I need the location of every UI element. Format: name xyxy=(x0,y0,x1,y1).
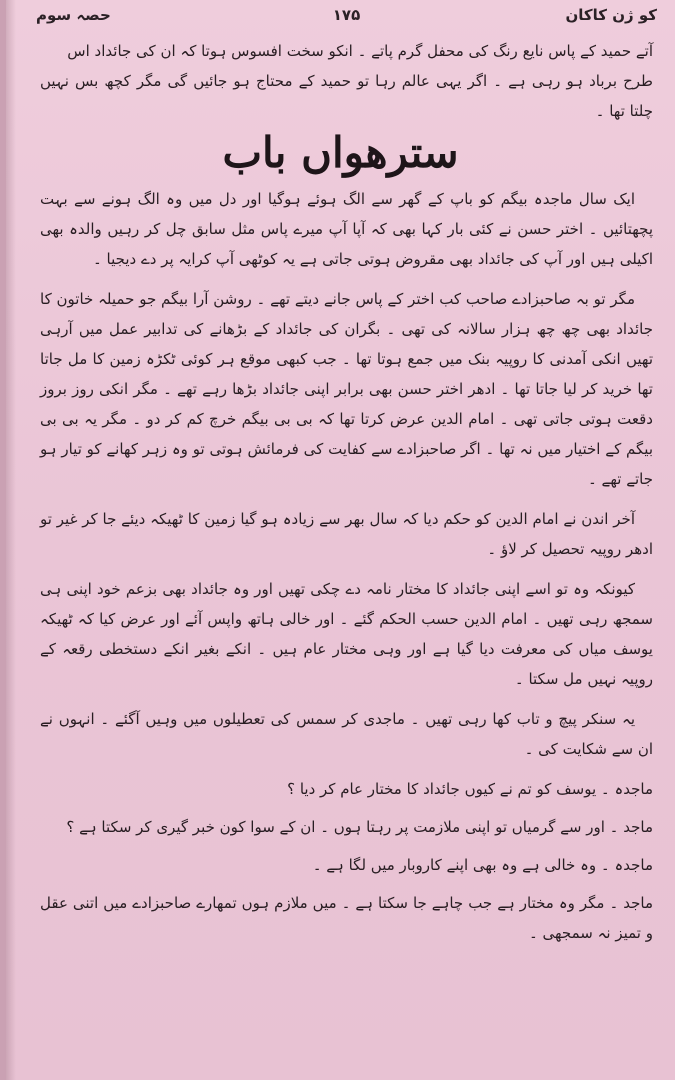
paragraph: مگر تو بہ صاحبزادے صاحب کب اختر کے پاس جانے دیتے تھے ۔ روشن آرا بیگم جو حمیلہ خاتون کا جائداد بھی چھ چھ ہزار سالانہ کی تھی ۔ بگران کی جائداد کے بڑھانے کی تدابیر عمل میں آرہی تھیں انکی آمدنی کا روپیہ بنک میں جمع ہوتا تھا ۔ جب کبھی موقع ہر کوئی ٹکڑہ زمین کا مل جاتا تھا خرید کر لیا جاتا تھا ۔ ادھر اختر حسن بھی برابر اپنی جائداد بڑھا رہے تھے ۔ مگر انکی روز بروز دقعت ہوتی جاتی تھی ۔ امام الدین عرض کرتا تھا کہ بی بی بیگم خرچ کم کر دو ۔ مگر یہ بی بی بیگم کے اختیار میں نہ تھا ۔ اگر صاحبزادے سے کفایت کی فرمائش ہوتی تو وہ زہر کھانے کو تیار ہو جاتے تھے ۔ xyxy=(40,290,653,488)
paragraph: کیونکہ وہ تو اسے اپنی جائداد کا مختار نامہ دے چکی تھیں اور وہ جائداد بھی بزعم خود اپنی ہی سمجھ رہی تھیں ۔ امام الدین حسب الحکم گئے ۔ اور خالی ہاتھ واپس آئے اور عرض کیا کہ ٹھیکہ یوسف میاں کی معرفت دیا گیا ہے اور وہی مختار عام ہیں ۔ انکے بغیر انکے دستخطی رقعہ کے روپیہ نہیں مل سکتا ۔ xyxy=(40,580,653,688)
page-header xyxy=(36,4,657,32)
chapter-body xyxy=(40,184,653,956)
intro-line: طرح برباد ہو رہی ہے ۔ اگر یہی عالم رہا تو حمید کے محتاج ہو جائیں گی مگر کچھ بس نہیں چلتا تھا ۔ xyxy=(40,72,653,120)
dialog-line: ماجدہ ۔ وہ خالی ہے وہ بھی اپنے کاروبار میں لگا ہے ۔ xyxy=(312,856,653,874)
paragraph: آخر اندن نے امام الدین کو حکم دیا کہ سال بھر سے زیادہ ہو گیا زمین کا ٹھیکہ دیئے جا کر غیر تو ادھر روپیہ تحصیل کر لاؤ ۔ xyxy=(40,510,653,558)
intro-text xyxy=(40,36,653,126)
dialog-line: ماجدہ ۔ یوسف کو تم نے کیوں جائداد کا مختار عام کر دیا ؟ xyxy=(287,780,653,798)
intro-line: آتے حمید کے پاس نایع رنگ کی محفل گرم پاتے ۔ انکو سخت افسوس ہوتا کہ ان کی جائداد اس xyxy=(67,42,653,60)
dialog-line: ماجد ۔ اور سے گرمیاں تو اپنی ملازمت پر رہتا ہوں ۔ ان کے سوا کون خبر گیری کر سکتا ہے ؟ xyxy=(66,818,653,836)
dialog-line: ماجد ۔ مگر وہ مختار ہے جب چاہے جا سکتا ہے ۔ میں ملازم ہوں تمھارے صاحبزادے میں اتنی عقل و تمیز نہ سمجھی ۔ xyxy=(40,894,653,942)
page-number: ۱۷۵ xyxy=(332,6,361,24)
running-book-title: کو ژن کاکان xyxy=(565,6,657,24)
chapter-title: سترھواں باب xyxy=(222,128,459,177)
paragraph: ایک سال ماجدہ بیگم کو باپ کے گھر سے الگ ہوئے ہوگیا اور دل میں وہ الگ ہونے سے بہت پچھتائیں ۔ اختر حسن نے کئی بار کہا بھی کہ آپا آپ میرے پاس مثل سابق چل کر رہیں والدہ بھی اکیلی ہیں اور آپ کی جائداد بھی مقروض ہوتی جاتی ہے یہ کوٹھی آپ کرایہ پر دے دیجیا ۔ xyxy=(40,190,653,268)
running-part-label: حصہ سوم xyxy=(36,6,111,24)
paragraph: یہ سنکر پیچ و تاب کھا رہی تھیں ۔ ماجدی کر سمس کی تعطیلوں میں وہیں آگئے ۔ انہوں نے ان سے شکایت کی ۔ xyxy=(40,710,653,758)
